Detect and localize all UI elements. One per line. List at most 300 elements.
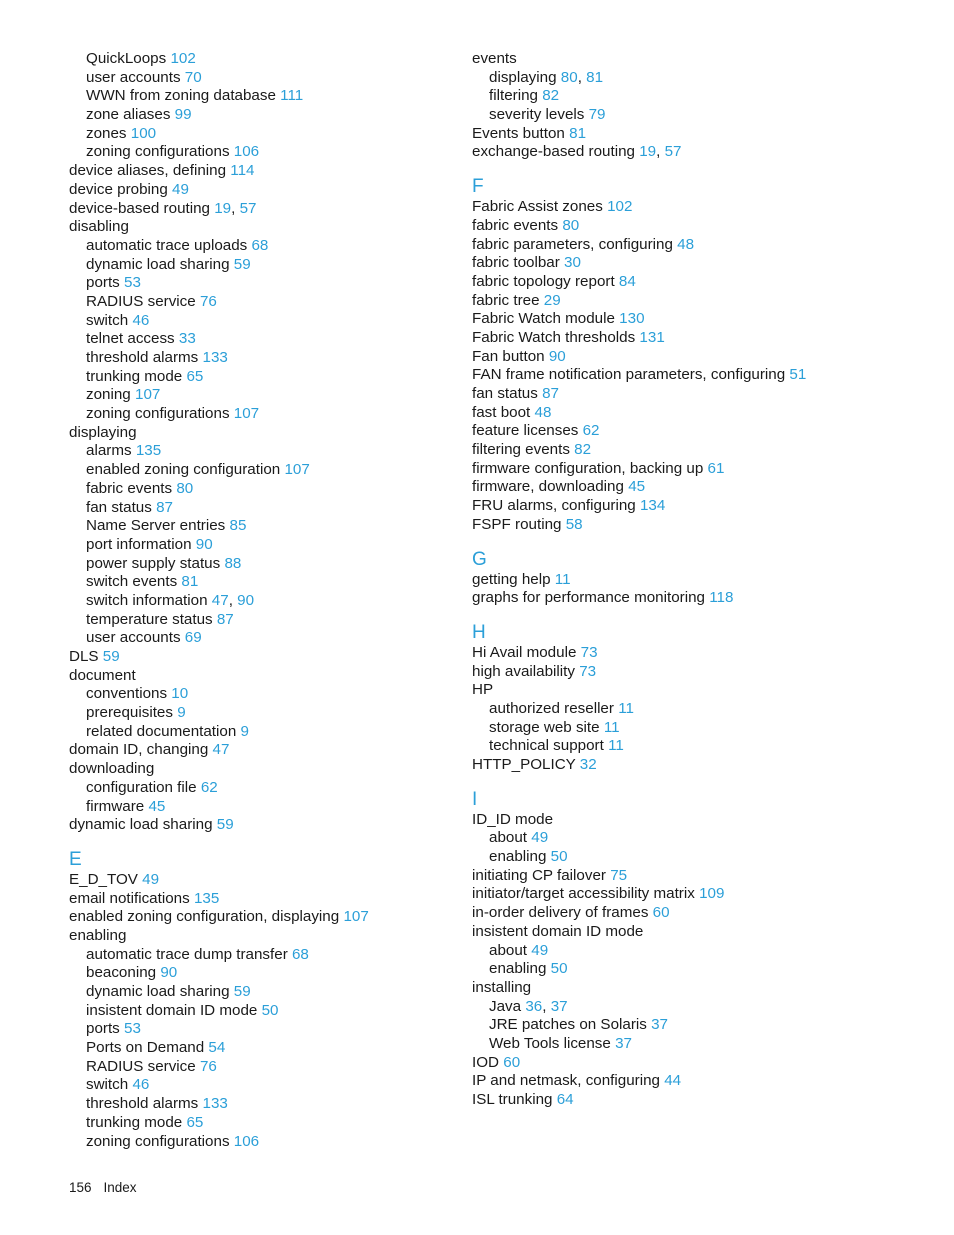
page-reference-link[interactable]: 29 [543,291,561,309]
page-reference-link[interactable]: 60 [503,1053,521,1071]
index-entry [472,125,892,144]
index-term: high availability [472,662,575,680]
page-reference-link[interactable]: 107 [233,405,260,423]
index-term: related documentation [86,722,237,740]
index-term: JRE patches on Solaris [489,1016,647,1034]
page-reference-link[interactable]: 57 [239,199,257,217]
page-reference-link[interactable]: 11 [554,570,571,588]
footer-section-title: Index [103,1180,137,1195]
index-term: enabled zoning configuration, displaying [69,908,340,926]
page-reference-link[interactable]: 65 [186,1113,204,1131]
page-reference-link[interactable]: 11 [608,737,624,755]
index-entry [69,218,489,237]
index-entry [472,979,892,998]
page-reference-link[interactable]: 61 [707,459,725,477]
index-entry [69,181,489,200]
index-subentry [69,442,489,461]
page-reference-link[interactable]: 64 [556,1091,574,1108]
index-entry [472,1072,892,1091]
index-subentry: Java 36, 37 [489,997,568,1015]
index-subentry [472,942,892,961]
page-reference-link[interactable]: 114 [230,162,255,180]
index-term: disabling [69,218,129,236]
page-reference-link[interactable]: 107 [135,386,161,404]
index-entry [69,741,489,760]
index-term: graphs for performance monitoring [472,589,705,607]
index-term: document [69,666,136,684]
page-reference-link[interactable]: 45 [148,797,166,815]
index-entry [69,816,489,835]
page-reference-link[interactable]: 90 [160,964,178,982]
index-entry [472,589,892,608]
page-reference-link[interactable]: 32 [579,756,597,773]
index-term: automatic trace dump transfer [86,945,288,963]
page-reference-link[interactable]: 62 [582,422,600,440]
page-reference-link[interactable]: 85 [229,517,247,535]
index-letter-heading: I [472,788,478,810]
index-entry [472,478,892,497]
index-term: threshold alarms [86,349,199,366]
index-letter-heading: G [472,548,487,570]
index-subentry [69,798,489,817]
index-term: email notifications [69,889,190,907]
page-reference-link[interactable]: 81 [569,124,587,142]
page-reference-link[interactable]: 49 [142,870,160,888]
index-term: initiating CP failover [472,866,606,884]
index-subentry [69,536,489,555]
index-term: fabric parameters, configuring [472,235,673,253]
index-entry [69,424,489,443]
index-term: ISL trunking [472,1091,553,1108]
index-term: E_D_TOV [69,870,138,888]
index-subentry: displaying 80, 81 [489,68,604,86]
index-entry [69,162,489,181]
page-reference-link[interactable]: 80 [562,216,580,234]
index-term: Fabric Assist zones [472,198,603,216]
page-reference-link[interactable]: 49 [531,941,549,959]
index-subentry [69,1114,489,1133]
index-entry [69,927,489,946]
page-reference-link[interactable]: 37 [550,997,568,1015]
index-entry [69,648,489,667]
page-reference-link[interactable]: 80 [176,479,194,497]
index-term: firmware configuration, backing up [472,459,704,477]
index-subentry [69,779,489,798]
page-reference-link[interactable]: 87 [156,498,173,516]
index-subentry [472,1016,892,1035]
page-reference-link[interactable]: 53 [124,274,141,292]
index-term: dynamic load sharing [86,983,230,1000]
page-reference-link[interactable]: 11 [603,718,620,736]
index-term: Ports on Demand [86,1039,205,1057]
index-term: beaconing [86,964,157,982]
index-term: fabric tree [472,291,540,309]
page-reference-link[interactable]: 133 [202,349,228,366]
index-term: Hi Avail module [472,643,577,661]
index-subentry [69,386,489,405]
index-term: technical support [489,737,604,755]
index-term: switch events [86,573,178,591]
index-term: Java [489,997,522,1015]
page-reference-link[interactable]: 59 [233,255,251,273]
page-reference-link[interactable]: 107 [343,908,369,926]
page-reference-link[interactable]: 59 [233,983,251,1000]
page-reference-link[interactable]: 73 [580,643,598,661]
index-entry [472,497,892,516]
page-reference-link[interactable]: 81 [181,573,199,591]
index-term: firmware [86,797,145,815]
index-subentry [69,1095,489,1114]
index-term: Name Server entries [86,517,226,535]
index-term: HTTP_POLICY [472,756,576,773]
index-term: about [489,829,528,847]
page-reference-link[interactable]: 48 [677,235,695,253]
page-reference-link[interactable]: 19 [639,143,657,161]
page-reference-link[interactable]: 107 [284,461,310,479]
index-term: domain ID, changing [69,741,209,759]
index-entry [69,667,489,686]
index-term: Web Tools license [489,1034,611,1052]
page-reference-link[interactable]: 33 [178,330,196,348]
index-term: severity levels [489,106,585,124]
index-term: displaying [489,68,557,86]
index-entry: device-based routing 19, 57 [69,199,257,217]
index-entry [472,50,892,69]
page-reference-link[interactable]: 44 [664,1072,682,1090]
page-reference-link[interactable]: 106 [233,1132,260,1150]
index-entry [472,571,892,590]
page-reference-link[interactable]: 90 [195,535,213,553]
page-reference-link[interactable]: 49 [531,829,549,847]
page-reference-link[interactable]: 82 [574,441,592,459]
page-footer [69,1180,137,1195]
page-reference-link[interactable]: 19 [214,199,232,217]
page-reference-link[interactable]: 90 [237,591,255,609]
index-subentry [69,461,489,480]
index-term: RADIUS service [86,1057,196,1075]
page-reference-link[interactable]: 9 [240,722,249,740]
page-reference-link[interactable]: 118 [709,589,734,607]
index-term: threshold alarms [86,1095,199,1113]
page-reference-link[interactable]: 87 [216,610,234,628]
index-term: switch [86,311,129,329]
index-term: prerequisites [86,704,173,722]
index-subentry [69,517,489,536]
index-term: fast boot [472,403,531,421]
page-reference-link[interactable]: 84 [618,272,636,290]
index-term: Events button [472,124,565,142]
index-entry [472,644,892,663]
index-term: zoning configurations [86,405,230,423]
page-reference-link[interactable]: 111 [280,87,304,105]
index-term: displaying [69,423,137,441]
index-term: initiator/target accessibility matrix [472,885,695,903]
index-subentry [69,480,489,499]
index-subentry [472,848,892,867]
index-term: switch information [86,591,208,609]
page-reference-link[interactable]: 47 [212,741,230,759]
index-term: configuration file [86,778,197,796]
index-subentry [69,946,489,965]
index-term: insistent domain ID mode [86,1001,258,1019]
index-entry [472,385,892,404]
page-reference-link[interactable]: 47 [211,591,229,609]
page-reference-link[interactable]: 57 [664,143,682,161]
index-entry [472,867,892,886]
page-reference-link[interactable]: 46 [132,1076,150,1094]
index-entry [472,422,892,441]
index-subentry [69,1076,489,1095]
index-term: fan status [86,498,152,516]
index-entry [69,908,489,927]
index-term: fabric events [86,479,173,497]
index-term: dynamic load sharing [86,255,230,273]
index-letter-heading: E [69,848,82,870]
page-reference-link[interactable]: 102 [170,50,196,67]
page-reference-link[interactable]: 60 [652,904,670,922]
index-letter-heading: H [472,621,486,643]
index-subentry [69,368,489,387]
page-reference-link[interactable]: 10 [171,685,189,703]
index-term: WWN from zoning database [86,87,276,105]
page-reference-link[interactable]: 87 [542,385,559,402]
index-subentry [69,983,489,1002]
index-term: telnet access [86,330,175,348]
index-subentry [69,256,489,275]
page-reference-link[interactable]: 135 [135,442,162,460]
index-column-left [69,50,489,1151]
index-term: exchange-based routing [472,143,635,161]
index-term: enabling [489,960,547,978]
page-reference-link[interactable]: 90 [548,347,566,365]
index-subentry [69,611,489,630]
index-subentry [69,1058,489,1077]
index-entry [472,198,892,217]
page-reference-link[interactable]: 80 [560,68,578,86]
index-entry [472,811,892,830]
index-subentry [69,312,489,331]
page-reference-link[interactable]: 76 [199,292,217,310]
page-reference-link[interactable]: 50 [261,1001,279,1019]
page-reference-link[interactable]: 30 [564,254,581,272]
index-entry [472,292,892,311]
page-reference-link[interactable]: 54 [208,1039,226,1057]
index-subentry [69,125,489,144]
index-entry [472,366,892,385]
page-reference-link[interactable]: 75 [610,866,628,884]
index-term: device-based routing [69,199,210,217]
index-term: IP and netmask, configuring [472,1072,660,1090]
index-entry [472,254,892,273]
index-subentry: switch information 47, 90 [86,591,255,609]
index-entry [69,760,489,779]
page-reference-link[interactable]: 48 [534,403,552,421]
index-subentry [69,1020,489,1039]
index-subentry [69,555,489,574]
index-entry: exchange-based routing 19, 57 [472,143,682,161]
index-entry [472,329,892,348]
index-subentry [69,106,489,125]
page-reference-link[interactable]: 9 [177,704,186,722]
index-term: downloading [69,760,155,778]
page-reference-link[interactable]: 100 [130,124,157,142]
index-entry [472,885,892,904]
index-entry [472,923,892,942]
page-reference-link[interactable]: 106 [233,143,260,161]
index-subentry [69,143,489,162]
index-subentry [69,704,489,723]
page-reference-link[interactable]: 36 [525,997,543,1015]
index-subentry [472,87,892,106]
page-reference-link[interactable]: 58 [565,515,583,533]
index-subentry [472,106,892,125]
index-subentry [69,293,489,312]
page-reference-link[interactable]: 65 [186,367,204,385]
page-reference-link[interactable]: 37 [615,1034,632,1052]
index-term: events [472,50,517,67]
index-term: conventions [86,685,168,703]
page-reference-link[interactable]: 135 [193,889,220,907]
index-term: trunking mode [86,367,183,385]
index-term: HP [472,681,494,699]
page-reference-link[interactable]: 51 [789,366,807,384]
index-subentry [472,960,892,979]
index-term: filtering events [472,441,570,459]
page-reference-link[interactable]: 73 [579,662,597,680]
page-reference-link[interactable]: 82 [542,87,560,105]
index-term: ID_ID mode [472,810,554,828]
index-subentry [69,685,489,704]
page-reference-link[interactable]: 45 [628,478,646,496]
index-term: QuickLoops [86,50,167,67]
page-reference-link[interactable]: 62 [200,778,218,796]
page-reference-link[interactable]: 109 [699,885,725,903]
page-reference-link[interactable]: 59 [216,816,234,834]
index-entry [472,460,892,479]
index-column-right [472,50,892,1110]
page-reference-link[interactable]: 59 [102,648,120,665]
index-term: automatic trace uploads [86,236,248,254]
index-entry [472,516,892,535]
page-reference-link[interactable]: 37 [651,1016,669,1034]
index-term: IOD [472,1053,500,1071]
page-reference-link[interactable]: 53 [124,1020,141,1038]
index-term: in-order delivery of frames [472,904,649,922]
index-term: getting help [472,570,551,588]
index-entry [472,404,892,423]
index-term: storage web site [489,718,600,736]
page-reference-link[interactable]: 49 [172,180,189,198]
index-entry [472,236,892,255]
page-reference-link[interactable]: 79 [588,106,606,124]
index-term: temperature status [86,610,213,628]
page-reference-link[interactable]: 70 [184,68,202,86]
index-term: FSPF routing [472,515,562,533]
page-reference-link[interactable]: 76 [199,1057,217,1075]
page-reference-link[interactable]: 50 [550,848,568,866]
index-term: fabric events [472,216,559,234]
index-subentry [69,237,489,256]
page-reference-link[interactable]: 46 [132,311,150,329]
index-term: zones [86,124,127,142]
page-reference-link[interactable]: 68 [291,945,309,963]
index-term: Fan button [472,347,545,365]
index-term: installing [472,978,532,996]
page-reference-link[interactable]: 130 [619,310,645,328]
page-reference-link[interactable]: 88 [224,554,242,572]
index-letter-heading: F [472,176,484,198]
footer-page-number: 156 [69,1180,92,1195]
page-reference-link[interactable]: 68 [251,236,269,254]
index-subentry [69,1002,489,1021]
index-term: user accounts [86,68,181,86]
index-term: FAN frame notification parameters, configuring [472,366,786,384]
index-subentry [69,50,489,69]
index-subentry [69,964,489,983]
index-subentry [69,405,489,424]
index-entry [472,348,892,367]
index-subentry [69,723,489,742]
page-reference-link[interactable]: 11 [618,699,634,717]
page-reference-link[interactable]: 134 [639,497,666,515]
index-subentry [69,330,489,349]
index-term: DLS [69,648,99,665]
page-reference-link[interactable]: 133 [202,1095,228,1113]
index-term: zone aliases [86,106,171,124]
index-term: fan status [472,385,538,402]
index-term: FRU alarms, configuring [472,497,636,515]
index-term: port information [86,535,192,553]
index-term: feature licenses [472,422,579,440]
index-term: device probing [69,180,168,198]
index-subentry [472,737,892,756]
index-term: trunking mode [86,1113,183,1131]
index-term: fabric topology report [472,272,615,290]
page-reference-link[interactable]: 81 [586,68,604,86]
index-term: alarms [86,442,132,460]
index-entry [472,273,892,292]
index-term: enabled zoning configuration [86,461,281,479]
index-entry [472,1054,892,1073]
index-subentry [69,69,489,88]
index-subentry [69,629,489,648]
index-term: user accounts [86,629,181,647]
index-subentry [472,719,892,738]
page-reference-link[interactable]: 50 [550,960,568,978]
index-term: fabric toolbar [472,254,560,272]
index-term: ports [86,1020,120,1038]
index-term: switch [86,1076,129,1094]
page-reference-link[interactable]: 99 [174,106,192,124]
index-entry [472,663,892,682]
index-term: firmware, downloading [472,478,624,496]
page-reference-link[interactable]: 102 [607,198,633,216]
index-subentry [69,87,489,106]
index-subentry [69,499,489,518]
index-term: zoning [86,386,131,404]
index-term: about [489,941,528,959]
index-entry [69,871,489,890]
index-entry [472,904,892,923]
index-term: device aliases, defining [69,162,227,180]
index-entry [472,441,892,460]
index-entry [69,890,489,909]
index-entry [472,217,892,236]
page-reference-link[interactable]: 131 [639,328,665,346]
index-term: power supply status [86,554,221,572]
page-reference-link[interactable]: 69 [184,629,202,647]
index-term: zoning configurations [86,1132,230,1150]
